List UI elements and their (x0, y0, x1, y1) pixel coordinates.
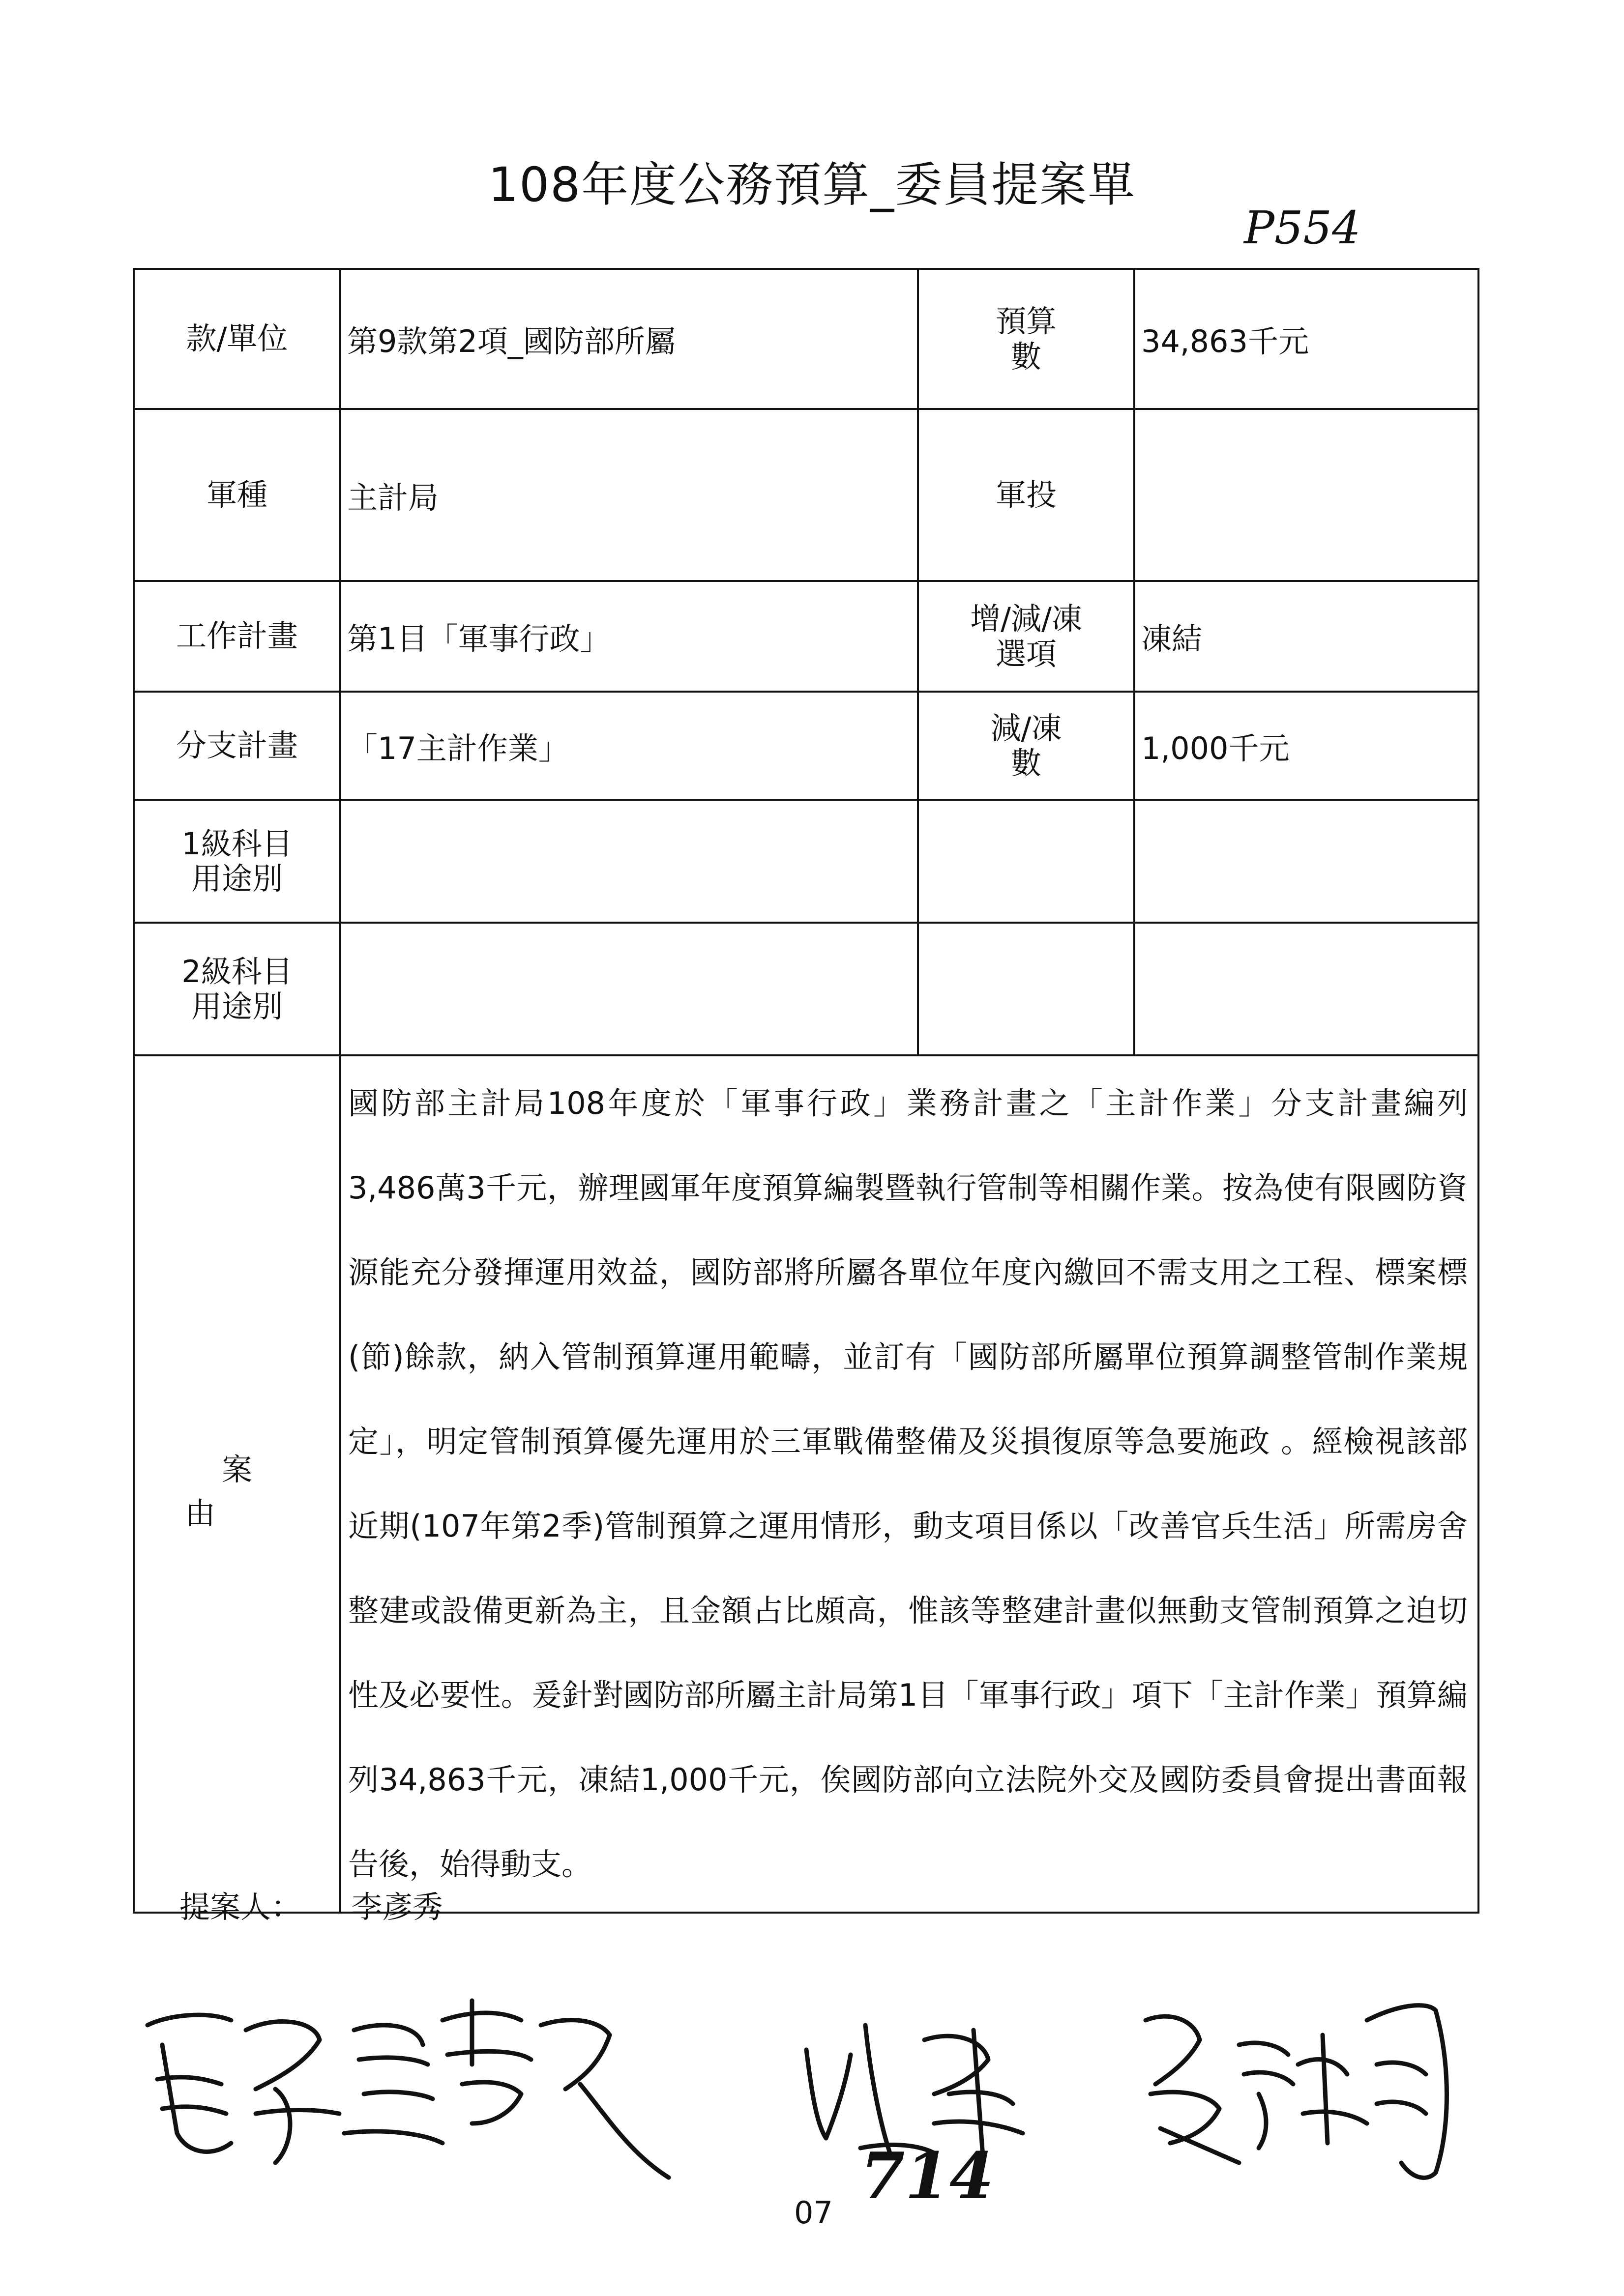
value-level1-extra2 (1134, 800, 1478, 923)
proposal-form-table (133, 268, 1479, 1914)
row-section-unit (134, 269, 1478, 409)
value-branch-plan: 「17主計作業」 (340, 692, 918, 800)
signature-4 (1146, 2005, 1447, 2178)
signature-2 (443, 2001, 669, 2178)
row-service-branch (134, 409, 1478, 581)
label-action-option-line1: 增/減/凍 (970, 601, 1082, 637)
reason-text: 國防部主計局108年度於「軍事行政」業務計畫之「主計作業」分支計畫編列3,486萬3千元，辦理國軍年度預算編製暨執行管制等相關作業。按為使有限國防資源能充分發揮運用效益，國防部將所屬各單位年度內繳回不需支用之工程、標案標(節)餘款，納入管制預算運用範疇，並訂有「國防部所屬單位預算調整管制作業規定」，明定管制預算優先運用於三軍戰備整備及災損復原等急要施政 。經檢視該部近期(107年第2季)管制預算之運用情形，動支項目係以「改善官兵生活」所需房舍整建或設備更新為主，且金額占比頗高，惟該等整建計畫似無動支管制預算之迫切性及必要性。爰針對國防部所屬主計局第1目「軍事行政」項下「主計作業」預算編列34,863千元，凍結1,000千元，俟國防部向立法院外交及國防委員會提出書面報告後，始得動支。 (340, 1055, 1478, 1913)
value-reduce-freeze-amount: 1,000千元 (1134, 692, 1478, 800)
label-service-branch: 軍種 (134, 409, 340, 581)
row-work-plan (134, 581, 1478, 692)
page-number-handwritten: 714 (860, 2138, 994, 2213)
value-budget-amount: 34,863千元 (1134, 269, 1478, 409)
label-level2-line1: 2級科目 (181, 953, 293, 989)
label-branch-plan: 分支計畫 (134, 692, 340, 800)
label-military-investment: 軍投 (918, 409, 1134, 581)
row-branch-plan (134, 692, 1478, 800)
label-reduce-freeze-line2: 數 (1010, 745, 1041, 781)
proposer-label: 提案人： (179, 1889, 302, 1925)
label-section-unit: 款/單位 (134, 269, 340, 409)
value-level2-extra (918, 923, 1134, 1055)
value-service-branch: 主計局 (340, 409, 918, 581)
signature-1 (148, 2015, 443, 2163)
label-budget-amount-line1: 預算 (995, 303, 1057, 340)
value-level1-subject (340, 800, 918, 923)
label-budget-amount (918, 269, 1134, 409)
value-work-plan: 第1目「軍事行政」 (340, 581, 918, 692)
label-reason: 案由 (134, 1055, 340, 1913)
label-action-option (918, 581, 1134, 692)
label-budget-amount-line2: 數 (1010, 338, 1041, 375)
proposer-name: 李彥秀 (352, 1889, 443, 1925)
page-code: 07 (794, 2195, 833, 2231)
row-level1-subject (134, 800, 1478, 923)
label-reduce-freeze-line1: 減/凍 (990, 710, 1062, 746)
row-level2-subject (134, 923, 1478, 1055)
label-level2-subject (134, 923, 340, 1055)
label-level1-line2: 用途別 (191, 861, 283, 897)
document-title: 108年度公務預算_委員提案單 (488, 157, 1136, 212)
value-level1-extra (918, 800, 1134, 923)
value-level2-extra2 (1134, 923, 1478, 1055)
label-action-option-line2: 選項 (995, 636, 1057, 672)
label-level2-line2: 用途別 (191, 988, 283, 1024)
label-reduce-freeze-amount (918, 692, 1134, 800)
value-section-unit: 第9款第2項_國防部所屬 (340, 269, 918, 409)
value-action-option: 凍結 (1134, 581, 1478, 692)
value-level2-subject (340, 923, 918, 1055)
label-level1-line1: 1級科目 (181, 825, 293, 862)
value-military-investment (1134, 409, 1478, 581)
page-reference-handwritten: P554 (1244, 202, 1361, 254)
row-reason (134, 1055, 1478, 1913)
label-level1-subject (134, 800, 340, 923)
label-work-plan: 工作計畫 (134, 581, 340, 692)
